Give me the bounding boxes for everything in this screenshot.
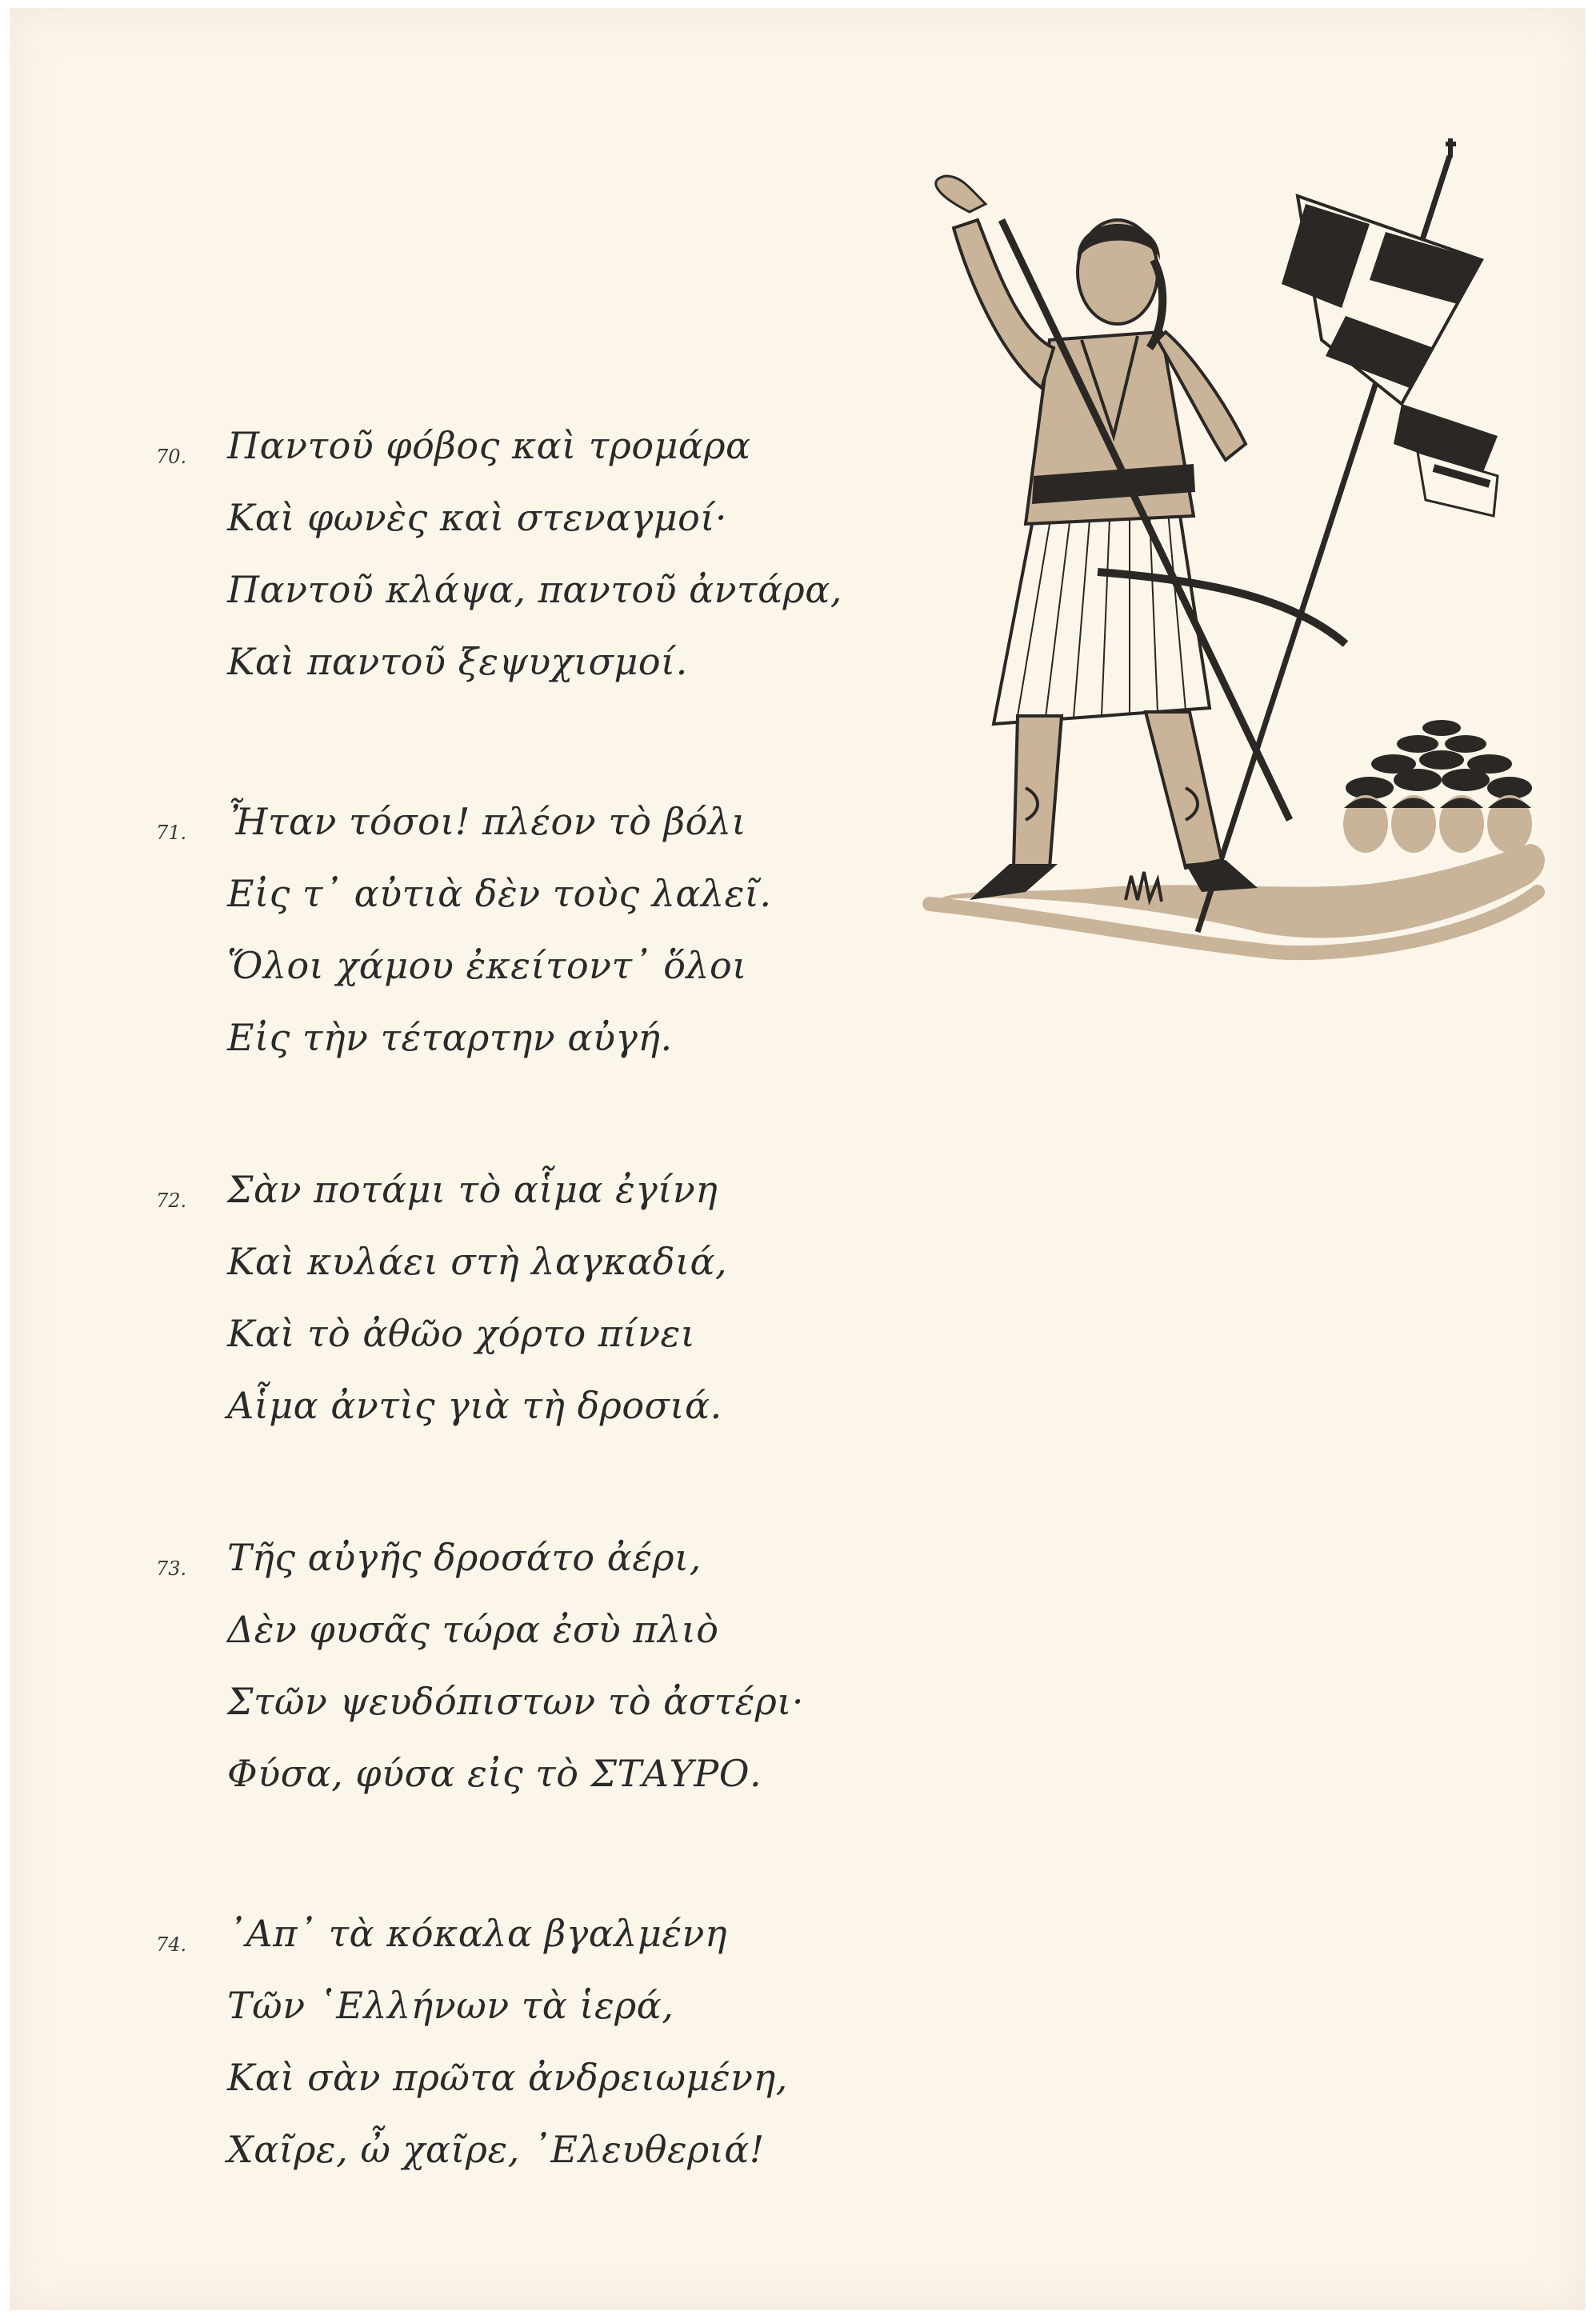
verse-line: Παντοῦ κλάψα, παντοῦ ἀντάρα, bbox=[227, 568, 842, 611]
book-page bbox=[10, 8, 1586, 2310]
stanza-number: 70. bbox=[156, 446, 187, 468]
verse-line: Τῆς αὐγῆς δροσάτο ἀέρι, bbox=[227, 1536, 702, 1579]
stanza-number: 71. bbox=[156, 822, 187, 844]
stanza-number: 74. bbox=[156, 1933, 187, 1956]
verse-line: Τῶν ῾Ελλήνων τὰ ἱερά, bbox=[227, 1984, 674, 2027]
verse-line: Καὶ παντοῦ ξεψυχισμοί. bbox=[227, 640, 688, 683]
verse-line: Καὶ τὸ ἀθῶο χόρτο πίνει bbox=[227, 1312, 696, 1355]
verse-line: Καὶ κυλάει στὴ λαγκαδιά, bbox=[227, 1240, 728, 1283]
verse-line: Καὶ φωνὲς καὶ στεναγμοί· bbox=[227, 496, 728, 539]
verse-line: Εἰς τ᾿ αὐτιὰ δὲν τοὺς λαλεῖ. bbox=[227, 872, 772, 915]
verse-line: Δὲν φυσᾶς τώρα ἐσὺ πλιὸ bbox=[227, 1608, 719, 1651]
pole-cross bbox=[1446, 138, 1456, 158]
stanza-number: 73. bbox=[156, 1557, 187, 1580]
verse-line: Στῶν ψευδόπιστων τὸ ἀστέρι· bbox=[227, 1680, 804, 1723]
greek-flag bbox=[1282, 196, 1498, 516]
hand bbox=[936, 176, 986, 212]
verse-line: Εἰς τὴν τέταρτην αὐγή. bbox=[227, 1016, 673, 1059]
greek-revolutionary-with-flag-illustration bbox=[922, 100, 1562, 988]
verse-line: Ἦταν τόσοι! πλέον τὸ βόλι bbox=[227, 800, 747, 843]
front-faces bbox=[1343, 795, 1532, 853]
left-leg bbox=[1014, 716, 1062, 868]
verse-line: Παντοῦ φόβος καὶ τρομάρα bbox=[227, 424, 751, 467]
verse-line: Ὅλοι χάμου ἐκείτοντ᾿ ὅλοι bbox=[227, 944, 747, 987]
stanza-number: 72. bbox=[156, 1189, 187, 1212]
crowd-heads bbox=[1346, 720, 1532, 799]
verse-line: ᾿Απ᾿ τὰ κόκαλα βγαλμένη bbox=[227, 1912, 728, 1955]
verse-line: Φύσα, φύσα εἰς τὸ ΣΤΑΥΡΟ. bbox=[227, 1752, 762, 1795]
right-leg bbox=[1146, 712, 1222, 868]
verse-line: Καὶ σὰν πρῶτα ἀνδρειωμένη, bbox=[227, 2056, 788, 2099]
verse-line: Σὰν ποτάμι τὸ αἷμα ἐγίνη bbox=[227, 1168, 718, 1211]
verse-line: Αἷμα ἀντὶς γιὰ τὴ δροσιά. bbox=[227, 1384, 722, 1427]
verse-line: Χαῖρε, ὦ χαῖρε, ᾿Ελευθεριά! bbox=[227, 2128, 765, 2171]
